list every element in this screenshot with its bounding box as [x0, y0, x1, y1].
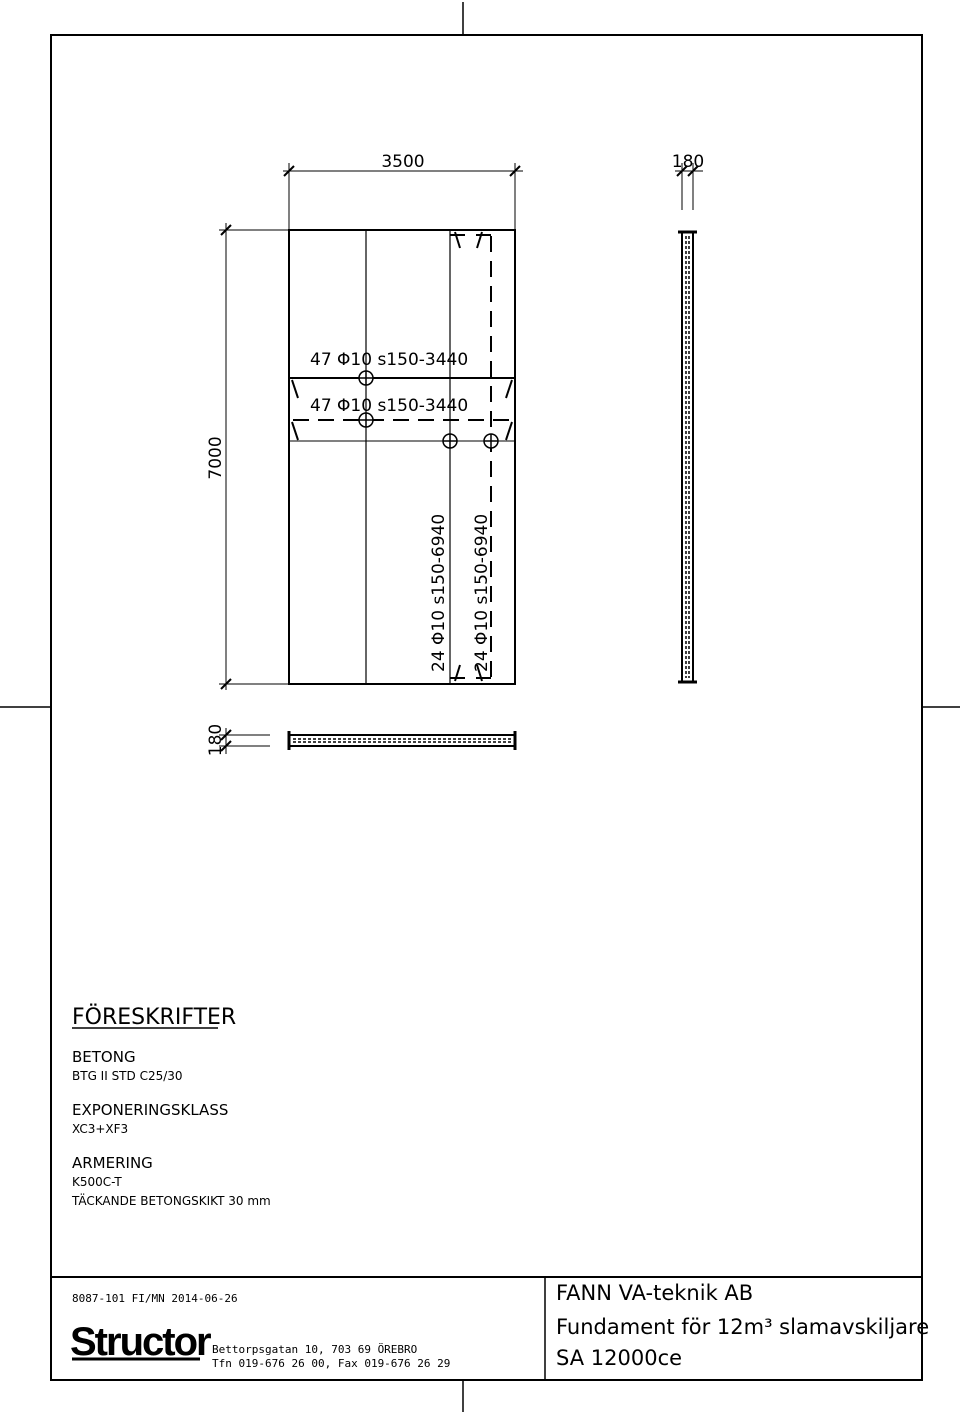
client-name: FANN VA-teknik AB — [556, 1281, 754, 1305]
dimension-thickness-left — [219, 728, 270, 754]
spec-value-armering-2: TÄCKANDE BETONGSKIKT 30 mm — [72, 1194, 271, 1208]
company-contact: Tfn 019-676 26 00, Fax 019-676 26 29 — [212, 1357, 451, 1370]
rebar-label-top-upper: 47 Φ10 s150-3440 — [310, 350, 469, 370]
slab-section-vertical — [678, 232, 697, 682]
rebar-label-vertical-right: 24 Φ10 s150-6940 — [472, 513, 492, 672]
spec-heading-exponeringsklass: EXPONERINGSKLASS — [72, 1101, 229, 1119]
product-code: SA 12000ce — [556, 1346, 683, 1370]
spec-value-betong: BTG II STD C25/30 — [72, 1069, 183, 1083]
drawing-reference: 8087-101 FI/MN 2014-06-26 — [72, 1292, 238, 1305]
spec-heading-betong: BETONG — [72, 1048, 136, 1066]
slab-section-horizontal — [289, 731, 515, 750]
company-address: Bettorpsgatan 10, 703 69 ÖREBRO — [212, 1343, 418, 1356]
dimension-thickness-top-label: 180 — [671, 152, 705, 172]
specifications-title: FÖRESKRIFTER — [72, 1005, 237, 1030]
dimension-width — [283, 163, 523, 230]
rebar-label-vertical-left: 24 Φ10 s150-6940 — [429, 513, 449, 672]
title-block — [51, 1277, 929, 1380]
dimension-thickness-left-label: 180 — [206, 723, 226, 757]
dimension-height-label: 7000 — [206, 436, 226, 480]
spec-heading-armering: ARMERING — [72, 1154, 153, 1172]
dimension-width-label: 3500 — [381, 152, 425, 172]
specifications — [71, 1004, 271, 1208]
spec-value-exponeringsklass: XC3+XF3 — [72, 1122, 129, 1136]
rebar-label-top-lower: 47 Φ10 s150-3440 — [310, 396, 469, 416]
spec-value-armering-1: K500C-T — [72, 1175, 122, 1189]
drawing-description: Fundament för 12m³ slamavskiljare — [556, 1315, 930, 1339]
structor-logo: Structor — [70, 1320, 210, 1364]
sheet-border — [51, 35, 922, 1380]
dimension-height — [219, 223, 289, 690]
